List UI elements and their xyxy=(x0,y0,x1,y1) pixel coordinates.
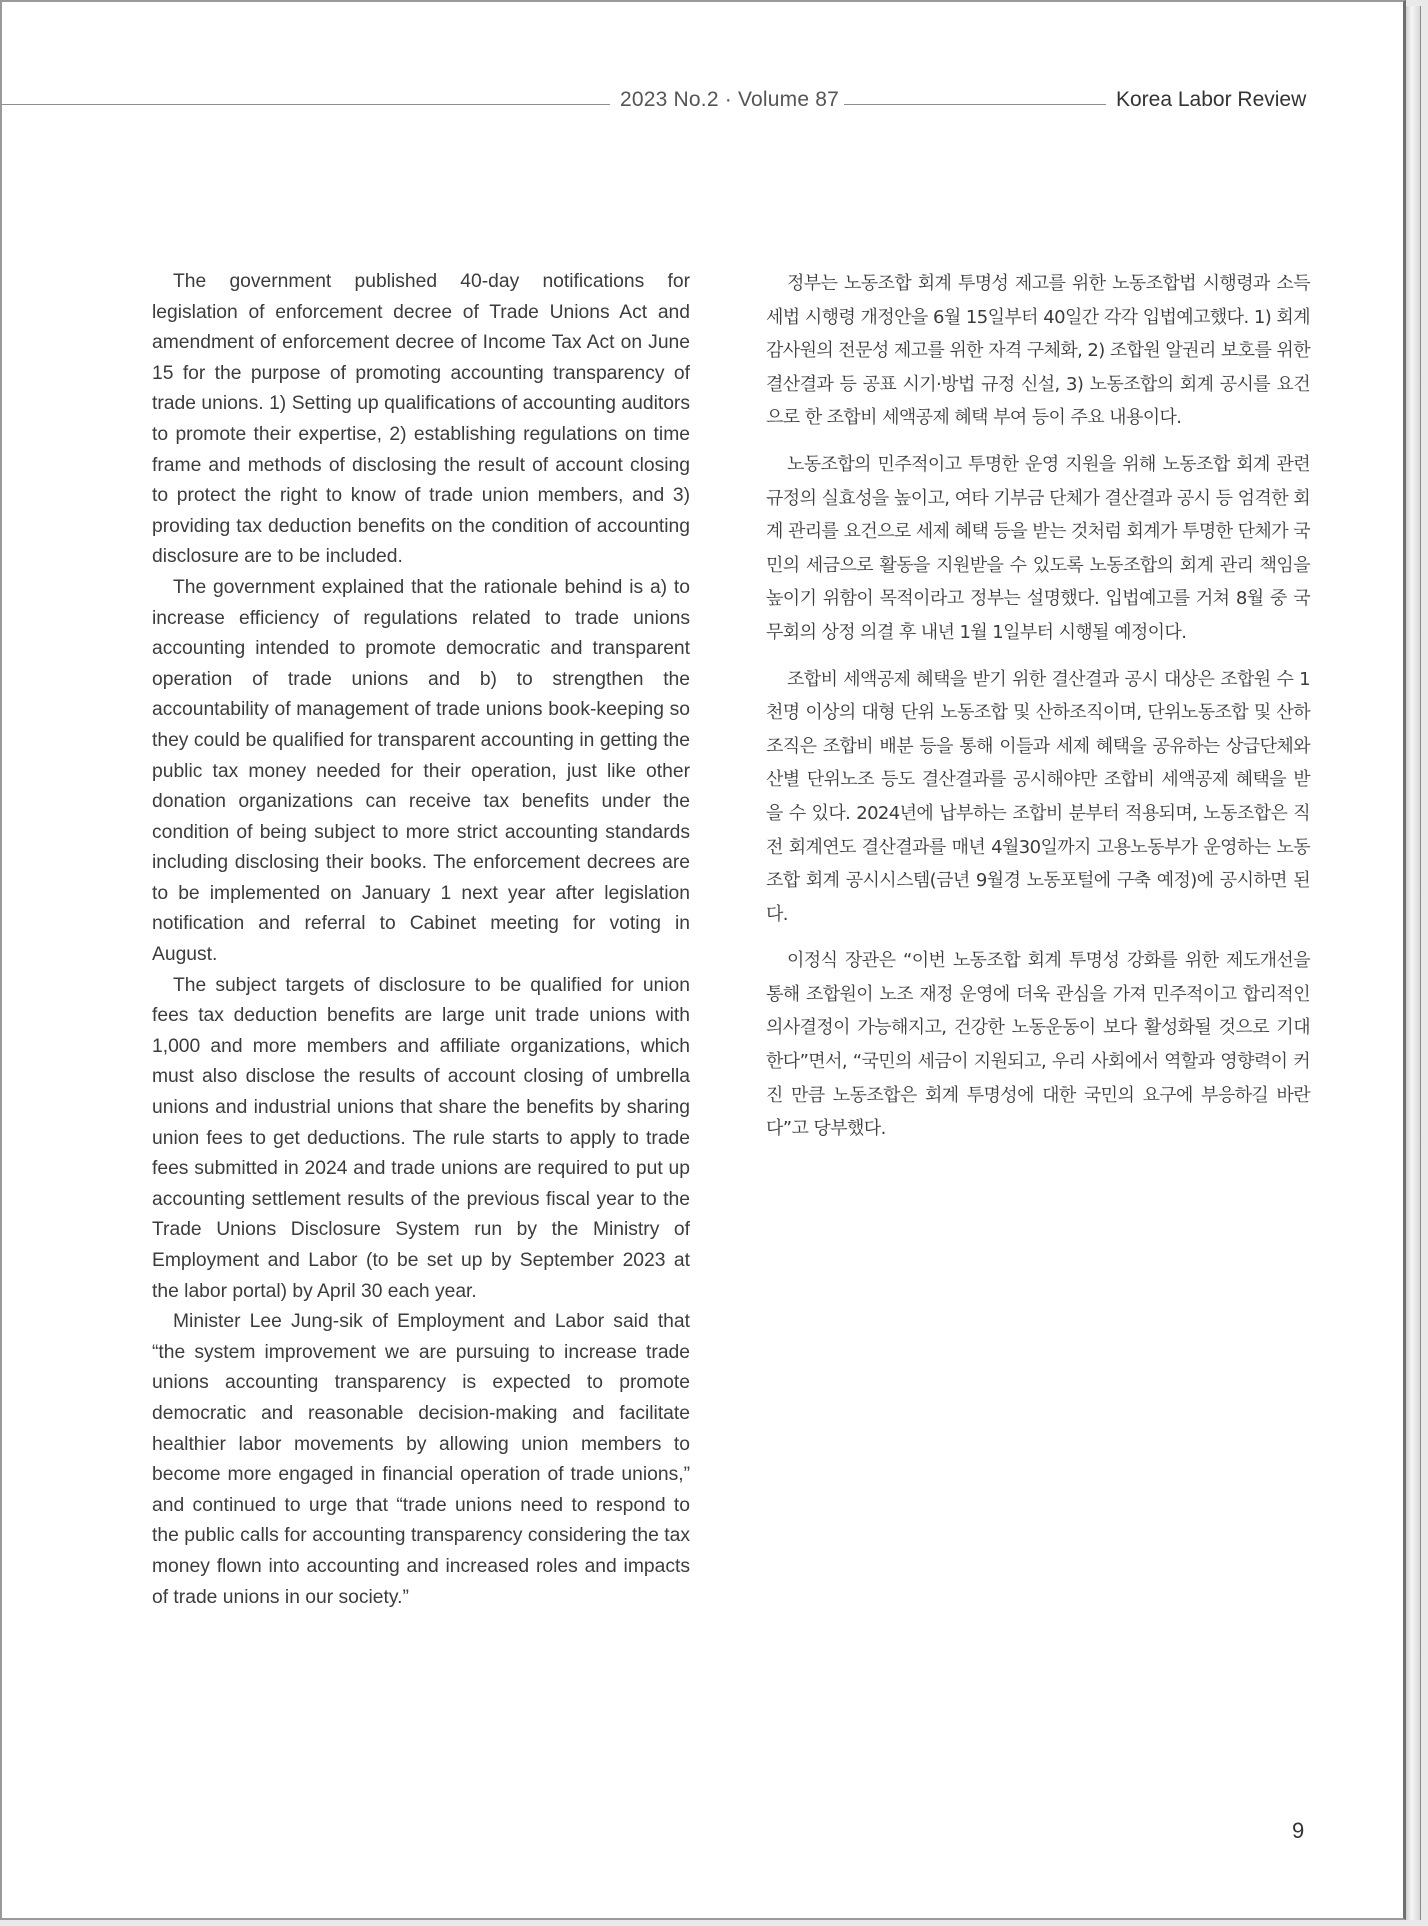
korean-paragraph: 노동조합의 민주적이고 투명한 운영 지원을 위해 노동조합 회계 관련 규정의 실효성을 높이고, 여타 기부금 단체가 결산결과 공시 등 엄격한 회계 관리를 요건으로 세제 혜택 등을 받는 것처럼 회계가 투명한 단체가 국민의 세금으로 활동을 지원받을 수 있도록 노동조합의 회계 관리 책임을 높이기 위함이 목적이라고 정부는 설명했다. 입법예고를 거쳐 8월 중 국무회의 상정 의결 후 내년 1월 1일부터 시행될 예정이다. xyxy=(766,453,1310,643)
page-edge xyxy=(1406,6,1421,1920)
korean-paragraph: 조합비 세액공제 혜택을 받기 위한 결산결과 공시 대상은 조합원 수 1천명 이상의 대형 단위 노동조합 및 산하조직이며, 단위노동조합 및 산하조직은 조합비 배분 등을 통해 이들과 세제 혜택을 공유하는 상급단체와 산별 단위노조 등도 결산결과를 공시해야만 조합비 세액공제 혜택을 받을 수 있다. 2024년에 납부하는 조합비 분부터 적용되며, 노동조합은 직전 회계연도 결산결과를 매년 4월30일까지 고용노동부가 운영하는 노동조합 회계 공시시스템(금년 9월경 노동포털에 구축 예정)에 공시하면 된다. xyxy=(766,668,1310,925)
page-number: 9 xyxy=(1292,1818,1305,1843)
english-column xyxy=(152,267,690,1613)
korean-paragraph: 정부는 노동조합 회계 투명성 제고를 위한 노동조합법 시행령과 소득세법 시행령 개정안을 6월 15일부터 40일간 각각 입법예고했다. 1) 회계감사원의 전문성 제고를 위한 자격 구체화, 2) 조합원 알권리 보호를 위한 결산결과 등 공표 시기·방법 규정 신설, 3) 노동조합의 회계 공시를 요건으로 한 조합비 세액공제 혜택 부여 등이 주요 내용이다. xyxy=(766,273,1310,429)
english-paragraph: Minister Lee Jung-sik of Employment and Labor said that “the system improvement we are pursuing to increase trade unions accounting transparency is expected to promote democratic and reasonable decision-making and facilitate healthier labor movements by allowing union members to become more engaged in financial operation of trade unions,” and continued to urge that “trade unions need to respond to the public calls for accounting transparency considering the tax money flown into accounting and increased roles and impacts of trade unions in our society.” xyxy=(152,1311,690,1608)
running-header xyxy=(2,88,1406,120)
header-rule-middle xyxy=(844,104,1106,105)
english-paragraph: The government explained that the rationale behind is a) to increase efficiency of regulations related to trade unions accounting intended to promote democratic and transparent operation of trade unions and b) to strengthen the accountability of management of trade unions book-keeping so they could be qualified for transparent accounting in getting the public tax money needed for their operation, just like other donation organizations can receive tax benefits under the condition of being subject to more strict accounting standards including disclosing their books. The enforcement decrees are to be implemented on January 1 next year after legislation notification and referral to Cabinet meeting for voting in August. xyxy=(152,576,690,966)
journal-title: Korea Labor Review xyxy=(1116,88,1307,111)
korean-paragraph: 이정식 장관은 “이번 노동조합 회계 투명성 강화를 위한 제도개선을 통해 조합원이 노조 재정 운영에 더욱 관심을 가져 민주적이고 합리적인 의사결정이 가능해지고, 건강한 노동운동이 보다 활성화될 것으로 기대한다”면서, “국민의 세금이 지원되고, 우리 사회에서 역할과 영향력이 커진 만큼 노동조합은 회계 투명성에 대한 국민의 요구에 부응하길 바란다”고 당부했다. xyxy=(766,950,1310,1140)
english-paragraph: The subject targets of disclosure to be qualified for union fees tax deduction benefits are large unit trade unions with 1,000 and more members and affiliate organizations, which must also disclose the results of account closing of umbrella unions and industrial unions that share the benefits by sharing union fees to get deductions. The rule starts to apply to trade fees submitted in 2024 and trade unions are required to put up accounting settlement results of the previous fiscal year to the Trade Unions Disclosure System run by the Ministry of Employment and Labor (to be set up by September 2023 at the labor portal) by April 30 each year. xyxy=(152,974,690,1302)
header-rule-left xyxy=(2,104,610,105)
korean-column xyxy=(766,267,1310,1146)
issue-label: 2023 No.2 · Volume 87 xyxy=(620,88,840,111)
english-paragraph: The government published 40-day notifications for legislation of enforcement decree of Trade Unions Act and amendment of enforcement decree of Income Tax Act on June 15 for the purpose of promoting accounting transparency of trade unions. 1) Setting up qualifications of accounting auditors to promote their expertise, 2) establishing regulations on time frame and methods of disclosing the result of account closing to protect the right to know of trade union members, and 3) providing tax deduction benefits on the condition of accounting disclosure are to be included. xyxy=(152,271,690,568)
